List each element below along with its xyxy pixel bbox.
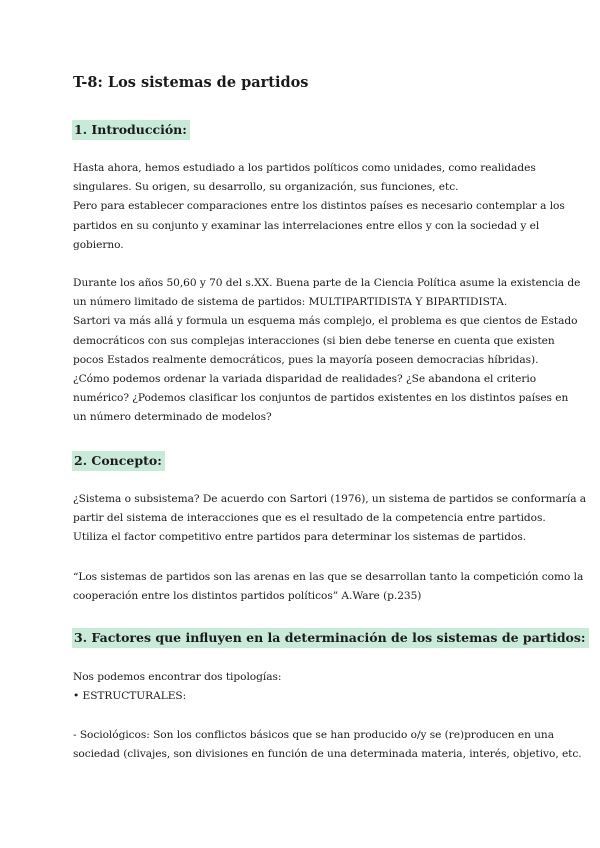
text-line: “Los sistemas de partidos son las arenas en las que se desarrollan tanto la competición como la — [73, 571, 584, 583]
text-line: Pero para establecer comparaciones entre los distintos países es necesario contemplar a los — [73, 200, 565, 213]
text-line: Sartori va más allá y formula un esquema más complejo, el problema es que cientos de Estado — [73, 315, 578, 328]
text-line: cooperación entre los distintos partidos políticos” A.Ware (p.235) — [73, 590, 422, 603]
text-line: singulares. Su origen, su desarrollo, su organización, sus funciones, etc. — [73, 181, 459, 194]
paragraph-concepto-1 — [73, 490, 586, 548]
paragraph-concepto-quote — [73, 568, 583, 606]
text-line: - Sociológicos: Son los conflictos básicos que se han producido o/y se (re)producen en una — [73, 729, 554, 741]
text-line: partidos en su conjunto y examinar las interrelaciones entre ellos y con la sociedad y el — [73, 219, 540, 232]
section-heading-factores: 3. Factores que influyen en la determinación de los sistemas de partidos: — [72, 628, 589, 648]
paragraph-factores-2 — [73, 726, 582, 764]
text-line: pocos Estados realmente democráticos, pues la mayoría poseen democracias híbridas). — [73, 353, 539, 366]
text-line: partir del sistema de interacciones que es el resultado de la competencia entre partidos. — [73, 512, 546, 525]
text-line: sociedad (clivajes, son divisiones en función de una determinada materia, interés, objetivo, etc. — [73, 748, 582, 761]
text-line: Hasta ahora, hemos estudiado a los partidos políticos como unidades, como realidades — [73, 162, 536, 174]
document-title: T-8: Los sistemas de partidos — [73, 74, 309, 91]
paragraph-factores-1 — [73, 668, 281, 706]
paragraph-intro-1 — [73, 159, 565, 255]
text-line: • ESTRUCTURALES: — [73, 690, 187, 703]
text-line: Nos podemos encontrar dos tipologías: — [73, 671, 282, 683]
paragraph-intro-2 — [73, 274, 580, 428]
text-line: un número determinado de modelos? — [73, 411, 272, 424]
text-line: ¿Cómo podemos ordenar la variada disparidad de realidades? ¿Se abandona el criterio — [73, 373, 537, 386]
text-line: Durante los años 50,60 y 70 del s.XX. Buena parte de la Ciencia Política asume la existencia de — [73, 277, 581, 289]
text-line: gobierno. — [73, 238, 124, 251]
text-line: ¿Sistema o subsistema? De acuerdo con Sartori (1976), un sistema de partidos se conformaría a — [73, 493, 587, 505]
text-line: Utiliza el factor competitivo entre partidos para determinar los sistemas de partidos. — [73, 531, 527, 544]
section-heading-concepto: 2. Concepto: — [72, 451, 165, 471]
section-heading-introduccion: 1. Introducción: — [72, 120, 190, 140]
text-line: un número limitado de sistema de partidos: MULTIPARTIDISTA Y BIPARTIDISTA. — [73, 296, 508, 309]
text-line: democráticos con sus complejas interacciones (si bien debe tenerse en cuenta que existen — [73, 334, 555, 347]
text-line: numérico? ¿Podemos clasificar los conjuntos de partidos existentes en los distintos países en — [73, 392, 569, 405]
